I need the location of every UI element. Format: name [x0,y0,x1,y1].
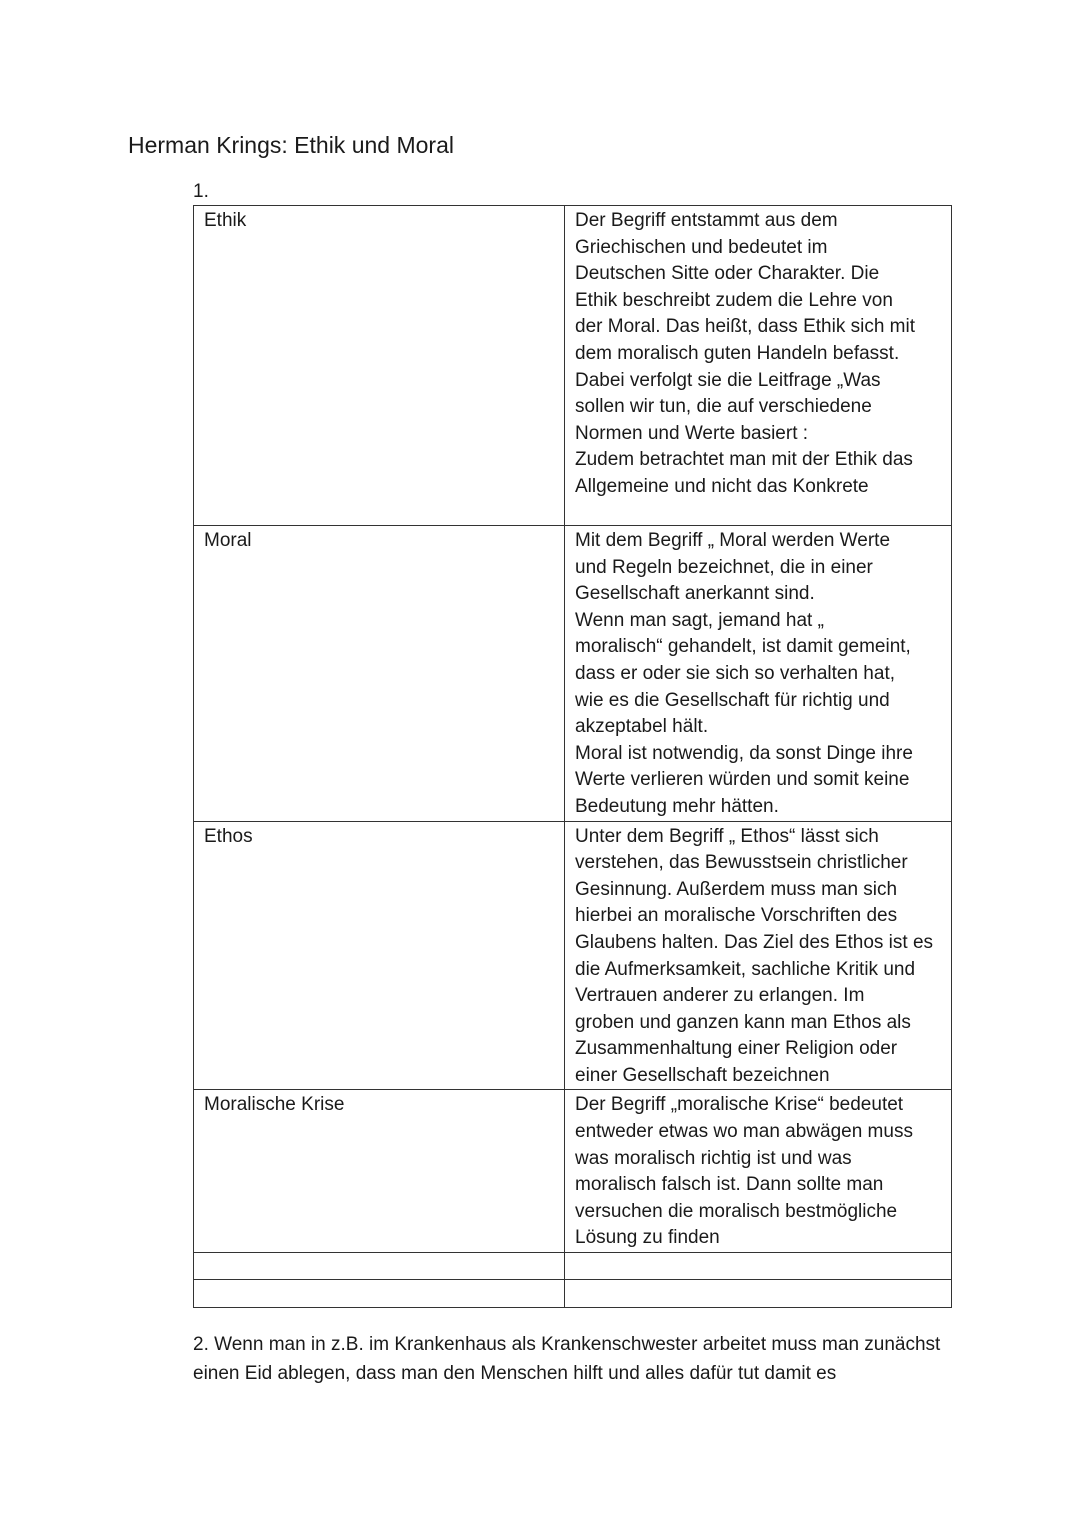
table-row [194,1280,952,1308]
table-row [194,526,952,822]
definition-cell: Der Begriff entstammt aus dem Griechischen und bedeutet im Deutschen Sitte oder Charakter. Die Ethik beschreibt zudem die Lehre von der Moral. Das heißt, dass Ethik sich mit dem moralisch guten Handeln befasst. Dabei verfolgt sie die Leitfrage „Was sollen wir tun, die auf verschiedene Normen und Werte basiert : Zudem betrachtet man mit der Ethik das Allgemeine und nicht das Konkrete [565,206,952,526]
definition-cell: Mit dem Begriff „ Moral werden Werte und Regeln bezeichnet, die in einer Gesellschaft anerkannt sind. Wenn man sagt, jemand hat „ moralisch“ gehandelt, ist damit gemeint, dass er oder sie sich so verhalten hat, wie es die Gesellschaft für richtig und akzeptabel hält. Moral ist notwendig, da sonst Dinge ihre Werte verlieren würden und somit keine Bedeutung mehr hätten. [565,526,952,822]
definition-cell: Der Begriff „moralische Krise“ bedeutet entweder etwas wo man abwägen muss was moralisch richtig ist und was moralisch falsch ist. Dann sollte man versuchen die moralisch bestmögliche Lösung zu finden [565,1090,952,1253]
answer-two-paragraph: 2. Wenn man in z.B. im Krankenhaus als Krankenschwester arbeitet muss man zunächst einen Eid ablegen, dass man den Menschen hilft und alles dafür tut damit es [193,1334,941,1384]
term-cell [194,1280,565,1308]
table-row [194,1090,952,1253]
definition-cell: Unter dem Begriff „ Ethos“ lässt sich verstehen, das Bewusstsein christlicher Gesinnung. Außerdem muss man sich hierbei an moralische Vorschriften des Glaubens halten. Das Ziel des Ethos ist es die Aufmerksamkeit, sachliche Kritik und Vertrauen anderer zu erlangen. Im groben und ganzen kann man Ethos als Zusammenhaltung einer Religion oder einer Gesellschaft bezeichnen [565,821,952,1090]
term-cell: Ethos [194,821,565,1090]
term-cell: Ethik [194,206,565,526]
definition-cell [565,1280,952,1308]
definition-cell [565,1253,952,1280]
term-cell: Moral [194,526,565,822]
term-cell [194,1253,565,1280]
page-title: Herman Krings: Ethik und Moral [128,132,454,158]
table-row [194,206,952,526]
definitions-table [193,205,952,1308]
section-number-one: 1. [193,181,209,202]
table-row [194,821,952,1090]
term-cell: Moralische Krise [194,1090,565,1253]
table-row [194,1253,952,1280]
